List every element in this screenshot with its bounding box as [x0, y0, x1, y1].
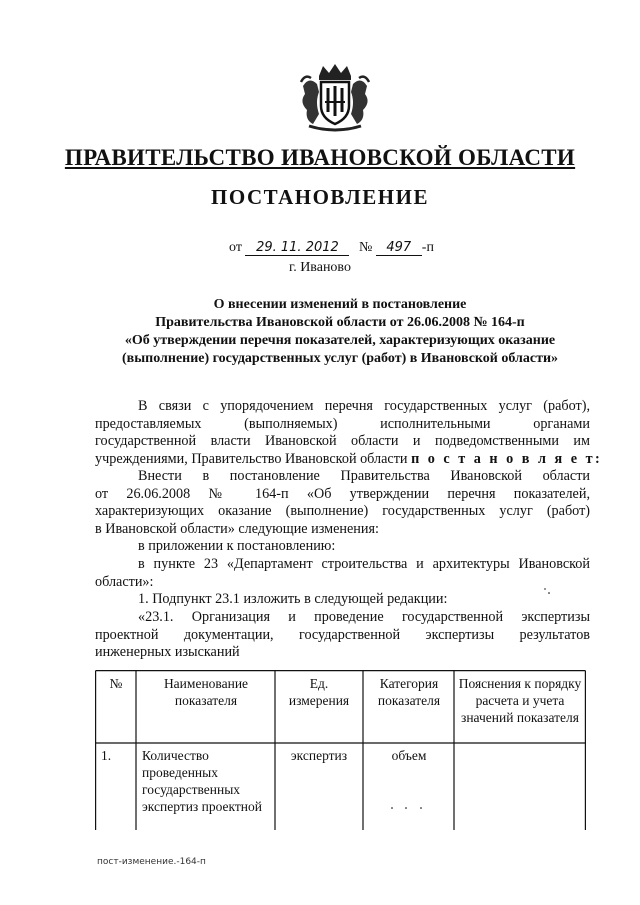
paragraph-grounds: [95, 398, 603, 468]
date-prefix: от: [229, 240, 242, 255]
subject-line: О внесении изменений в постановление: [213, 297, 467, 312]
column-header: Категория показателя: [377, 676, 441, 708]
scan-speck: [548, 592, 550, 594]
subject-line: (выполнение) государственных услуг (работ) в Ивановской области»: [121, 351, 559, 366]
subject-heading: [95, 296, 585, 368]
date-number-line: [229, 240, 434, 256]
scan-speck: [544, 588, 546, 590]
column-header: №: [109, 676, 123, 691]
text-line: В связи с упорядочением перечня государственных услуг (работ),: [138, 398, 590, 414]
indicators-table: [95, 670, 586, 830]
text-line: от 26.06.2008 № 164-п «Об утверждении перечня показателей,: [95, 485, 590, 502]
number-label: №: [358, 240, 373, 255]
handwritten-number: 497: [376, 240, 422, 256]
paragraph-appendix: в приложении к постановлению:: [138, 538, 336, 554]
paragraph-amend: [95, 468, 590, 538]
text-line: в Ивановской области» следующие изменения:: [95, 520, 379, 537]
table-cell-category: объем: [391, 748, 427, 763]
scan-speck: [420, 807, 422, 809]
text-line: проектной документации, государственной экспертизы результатов: [95, 626, 590, 643]
paragraph-subpoint: 1. Подпункт 23.1 изложить в следующей редакции:: [138, 591, 448, 607]
scan-speck: [391, 807, 393, 809]
text-line: в пункте 23 «Департамент строительства и архитектуры Ивановской: [138, 556, 590, 572]
ivanovo-coat-of-arms-icon: [295, 62, 375, 134]
text-line: характеризующих оказание (выполнение) государственных услуг (работ): [95, 503, 590, 519]
text-line: области»:: [95, 573, 154, 590]
resolves-word: п о с т а н о в л я е т:: [411, 450, 603, 467]
footer-file-reference: пост-изменение.-164-п: [97, 857, 206, 867]
text-span: учреждениями, Правительство Ивановской области: [95, 450, 408, 467]
table-cell-num: 1.: [101, 748, 112, 763]
text-line: Внести в постановление Правительства Ивановской области: [138, 468, 590, 484]
scan-speck: [405, 807, 407, 809]
text-line: [95, 450, 603, 469]
subject-line: «Об утверждении перечня показателей, характеризующих оказание: [124, 333, 556, 348]
table-cell-name: Количество проведенных государственных экспертиз проектной: [142, 748, 262, 814]
paragraph-quote: [95, 609, 590, 662]
text-line: предоставляемых (выполняемых) исполнительными органами: [95, 415, 590, 432]
text-line: государственной власти Ивановской области и подведомственными им: [95, 433, 590, 449]
column-header: Наименование показателя: [163, 676, 249, 708]
paragraph-point23: [95, 556, 590, 591]
column-header: Пояснения к порядку расчета и учета значений показателя: [458, 676, 582, 725]
document-type: ПОСТАНОВЛЕНИЕ: [211, 185, 429, 209]
government-title: ПРАВИТЕЛЬСТВО ИВАНОВСКОЙ ОБЛАСТИ: [64, 145, 576, 170]
text-line: инженерных изысканий: [95, 644, 240, 660]
column-header: Ед. измерения: [288, 676, 350, 708]
table-cell-unit: экспертиз: [290, 748, 348, 763]
city: г. Иваново: [289, 260, 351, 275]
subject-line: Правительства Ивановской области от 26.06.2008 № 164-п: [155, 315, 525, 330]
handwritten-date: 29. 11. 2012: [245, 240, 349, 256]
text-line: «23.1. Организация и проведение государственной экспертизы: [138, 609, 590, 625]
number-suffix: -п: [421, 240, 434, 255]
